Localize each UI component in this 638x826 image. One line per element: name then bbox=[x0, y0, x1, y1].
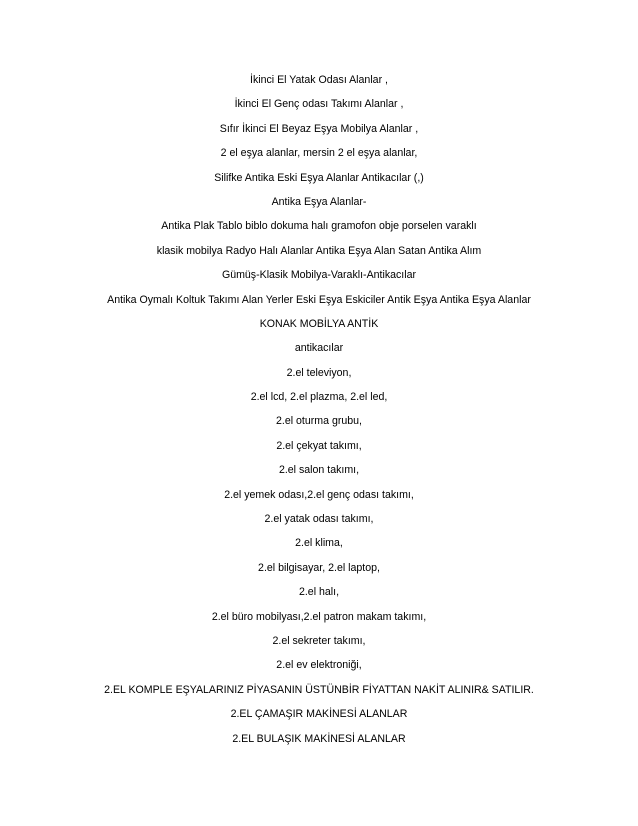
text-line: 2.el salon takımı, bbox=[278, 464, 360, 477]
text-line: Gümüş-Klasik Mobilya-Varaklı-Antikacılar bbox=[221, 269, 417, 282]
text-line: Sıfır İkinci El Beyaz Eşya Mobilya Alanlar , bbox=[219, 122, 419, 135]
document-page bbox=[0, 68, 638, 751]
text-line: 2.el bilgisayar, 2.el laptop, bbox=[258, 561, 380, 574]
text-line: İkinci El Yatak Odası Alanlar , bbox=[250, 74, 388, 86]
text-line: 2.el lcd, 2.el plazma, 2.el led, bbox=[250, 391, 388, 404]
text-line: Antika Oymalı Koltuk Takımı Alan Yerler Eski Eşya Eskiciler Antik Eşya Antika Eşya Alanlar bbox=[107, 293, 531, 306]
text-line: 2.EL BULAŞIK MAKİNESİ ALANLAR bbox=[232, 732, 406, 745]
text-line: Antika Eşya Alanlar- bbox=[271, 195, 367, 208]
text-line: 2.el televiyon, bbox=[286, 366, 352, 379]
text-line: 2.el yemek odası,2.el genç odası takımı, bbox=[224, 488, 414, 501]
text-line: 2.EL KOMPLE EŞYALARINIZ PİYASANIN ÜSTÜNBİR FİYATTAN NAKİT ALINIR& SATILIR. bbox=[104, 683, 534, 696]
text-line: 2.el çekyat takımı, bbox=[276, 439, 362, 452]
text-line: 2.el ev elektroniği, bbox=[276, 659, 362, 672]
text-line: antikacılar bbox=[294, 342, 344, 355]
text-line: İkinci El Genç odası Takımı Alanlar , bbox=[234, 98, 404, 111]
text-line: 2.el halı, bbox=[298, 586, 340, 599]
text-line: 2 el eşya alanlar, mersin 2 el eşya alanlar, bbox=[220, 147, 418, 160]
text-line: klasik mobilya Radyo Halı Alanlar Antika Eşya Alan Satan Antika Alım bbox=[156, 244, 482, 257]
text-line: 2.el klima, bbox=[295, 537, 343, 550]
text-line: 2.el yatak odası takımı, bbox=[264, 513, 374, 526]
text-line: Silifke Antika Eski Eşya Alanlar Antikacılar (,) bbox=[214, 171, 424, 184]
text-line: KONAK MOBİLYA ANTİK bbox=[259, 317, 379, 330]
text-line: 2.el büro mobilyası,2.el patron makam takımı, bbox=[211, 610, 427, 623]
text-line: Antika Plak Tablo biblo dokuma halı gramofon obje porselen varaklı bbox=[161, 220, 477, 233]
text-line: 2.el oturma grubu, bbox=[276, 415, 362, 428]
text-line: 2.el sekreter takımı, bbox=[272, 634, 366, 647]
text-line: 2.EL ÇAMAŞIR MAKİNESİ ALANLAR bbox=[230, 708, 408, 721]
